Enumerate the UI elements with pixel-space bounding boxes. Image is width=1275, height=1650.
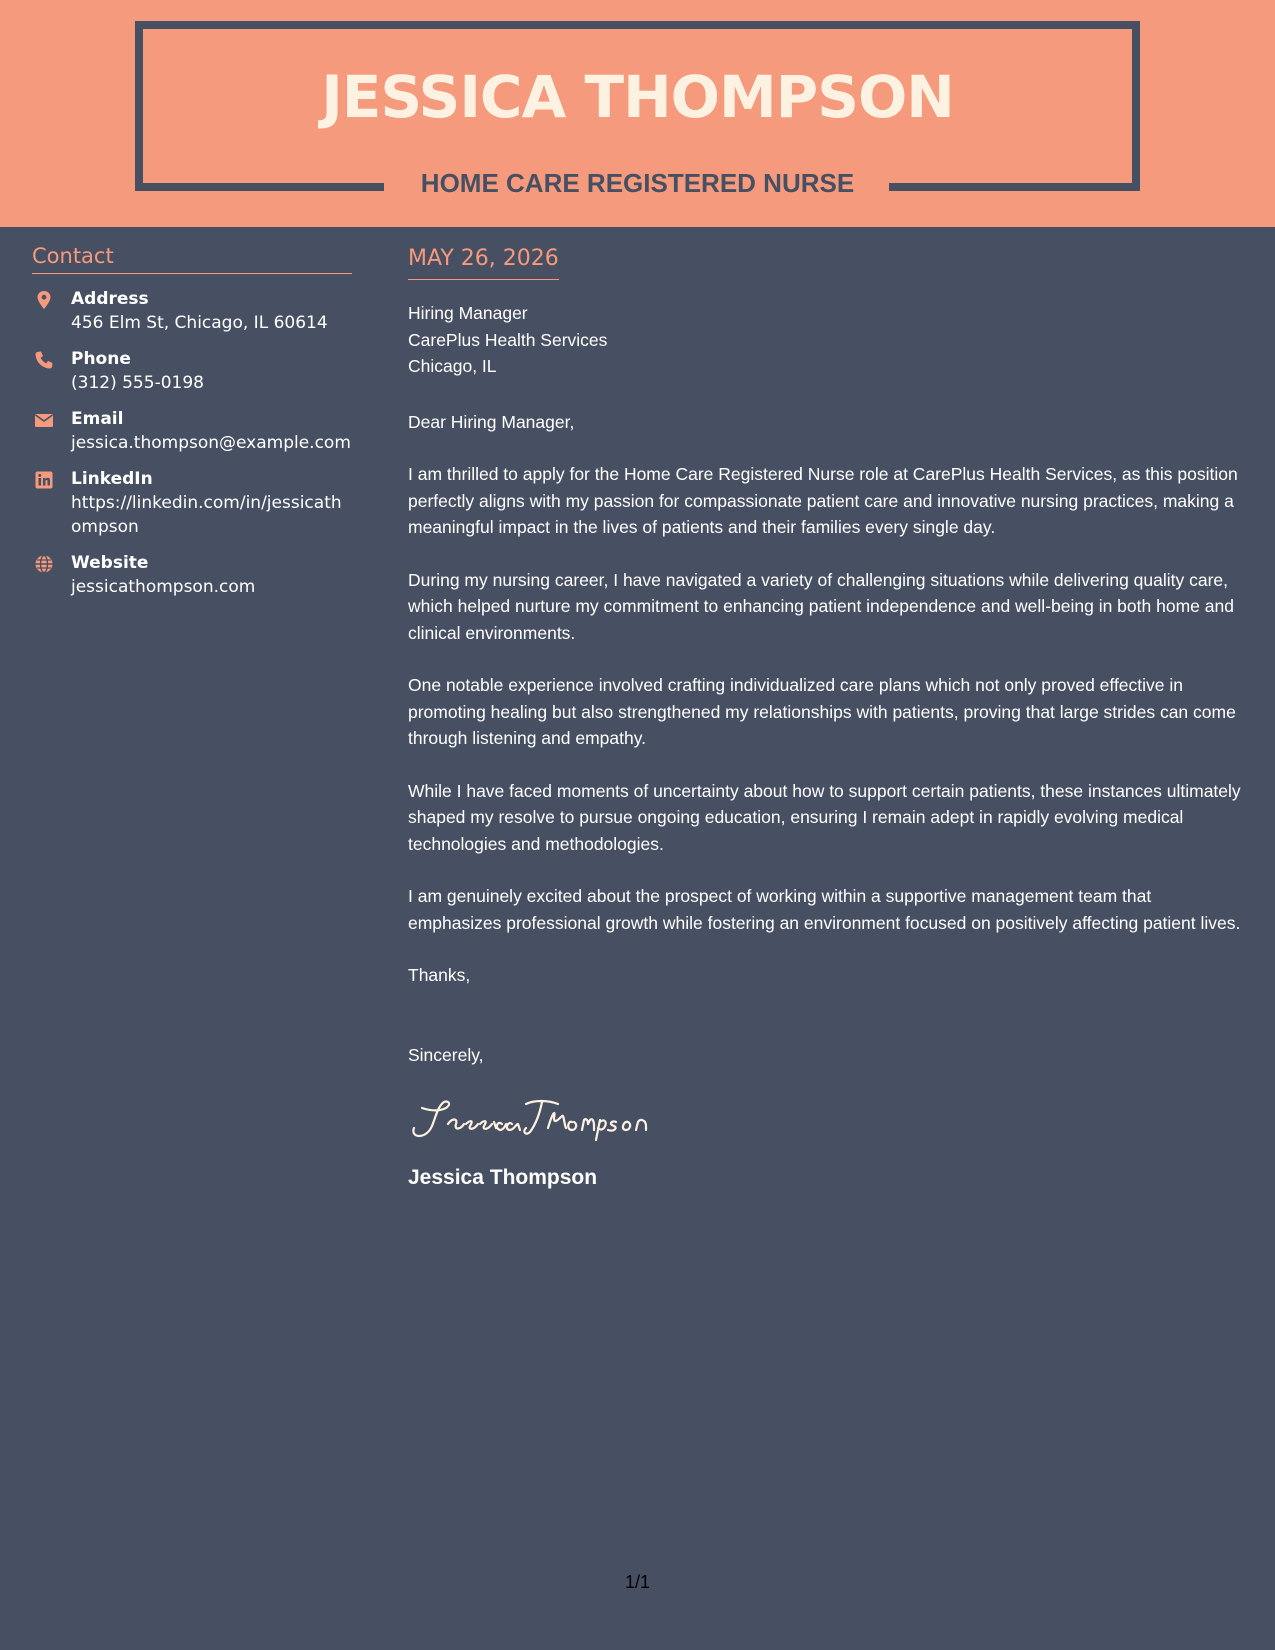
letter-date: MAY 26, 2026 — [408, 244, 559, 280]
email-value[interactable]: jessica.thompson@example.com — [71, 433, 351, 453]
envelope-icon — [34, 410, 54, 430]
candidate-name: JESSICA THOMPSON — [321, 63, 954, 131]
handwritten-signature — [408, 1094, 1243, 1144]
recipient-line: Chicago, IL — [408, 356, 497, 376]
contact-label: LinkedIn — [71, 469, 153, 489]
letter-paragraph: While I have faced moments of uncertainty about how to support certain patients, these instances ultimately shaped my resolve to pursue ongoing education, ensuring I remain adept in rapidly evolving medical technologies and methodologies. — [408, 780, 1241, 854]
map-pin-icon — [34, 290, 54, 310]
recipient-line: Hiring Manager — [408, 303, 528, 323]
contact-item-address — [32, 288, 352, 335]
recipient-block — [408, 300, 1243, 380]
contact-list — [32, 288, 352, 599]
phone-icon — [34, 350, 54, 370]
signer-name: Jessica Thompson — [408, 1166, 598, 1189]
contact-sidebar — [32, 243, 352, 612]
page-number: 1/1 — [624, 1572, 651, 1592]
contact-item-phone — [32, 348, 352, 395]
header-banner — [0, 0, 1275, 227]
sign-off: Sincerely, — [408, 1044, 484, 1065]
contact-item-website — [32, 552, 352, 599]
contact-label: Address — [71, 289, 149, 309]
contact-item-linkedin — [32, 468, 352, 539]
letter-paragraph: One notable experience involved crafting individualized care plans which not only proved effective in promoting healing but also strengthened my relationships with patients, proving that large strides can come through listening and empathy. — [408, 675, 1236, 748]
letter-paragraph: I am genuinely excited about the prospect of working within a supportive management team that emphasizes professional growth while fostering an environment focused on positively affecting patient lives. — [408, 886, 1241, 933]
recipient-line: CarePlus Health Services — [408, 329, 608, 350]
contact-label: Phone — [71, 349, 131, 369]
closing-line: Thanks, — [408, 965, 471, 985]
letter-paragraph: During my nursing career, I have navigated a variety of challenging situations while delivering quality care, which helped nurture my commitment to enhancing patient independence and well-being in both home and clinical environments. — [408, 569, 1234, 643]
contact-label: Email — [71, 409, 124, 429]
contact-label: Website — [71, 553, 149, 573]
phone-value: (312) 555-0198 — [71, 373, 204, 393]
letter-paragraph: I am thrilled to apply for the Home Care Registered Nurse role at CarePlus Health Services, as this position perfectly aligns with my passion for compassionate patient care and innovative nursing practices, making a meaningful impact in the lives of patients and their families every single day. — [408, 464, 1238, 537]
job-title: HOME CARE REGISTERED NURSE — [420, 168, 855, 198]
address-value: 456 Elm St, Chicago, IL 60614 — [71, 313, 328, 333]
contact-item-email — [32, 408, 352, 455]
contact-heading: Contact — [32, 243, 352, 274]
globe-icon — [34, 554, 54, 574]
website-value[interactable]: jessicathompson.com — [71, 577, 256, 597]
linkedin-value[interactable]: https://linkedin.com/in/jessicathompson — [71, 493, 342, 537]
linkedin-icon — [34, 470, 54, 490]
salutation: Dear Hiring Manager, — [408, 411, 575, 432]
letter-body — [408, 244, 1243, 1190]
